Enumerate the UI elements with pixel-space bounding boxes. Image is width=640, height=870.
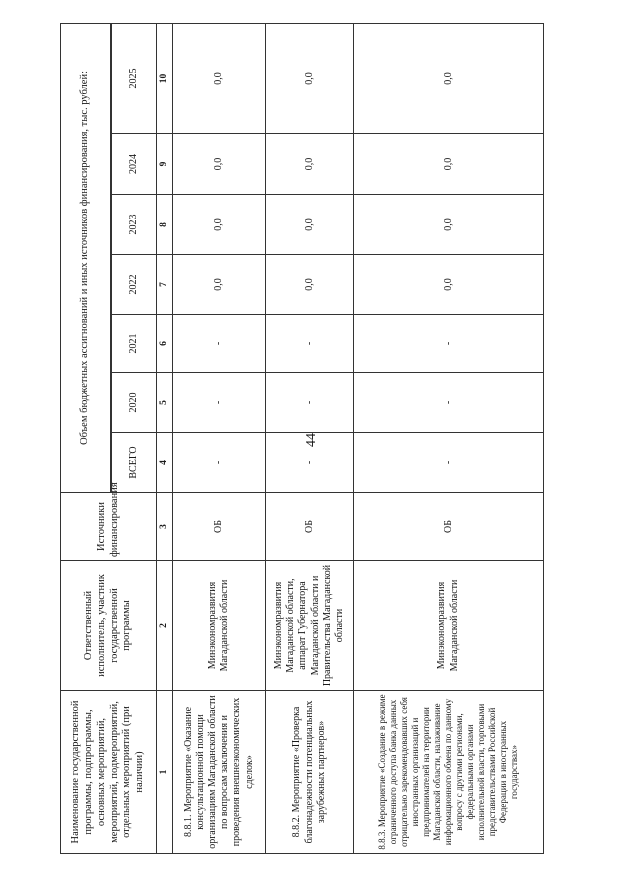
header-total: ВСЕГО — [111, 433, 156, 493]
row-source: ОБ — [173, 493, 266, 561]
header-executor: Ответственный исполнитель, участник государственной программы — [61, 561, 157, 691]
row-value-2023: 0,0 — [266, 195, 354, 255]
header-year-2023: 2023 — [111, 195, 156, 255]
column-number-row — [157, 23, 173, 853]
budget-table — [60, 23, 544, 854]
column-number: 8 — [157, 195, 173, 255]
header-source: Источники финансирования — [61, 493, 157, 561]
header-name: Наименование государственной программы, подпрограммы, основных мероприятий, мероприятий, подмероприятий, отдельных мероприятий (при наличии) — [61, 691, 157, 854]
row-value-2021: - — [173, 315, 266, 373]
header-year-2024: 2024 — [111, 134, 156, 195]
row-value-2020: - — [266, 373, 354, 433]
column-number: 3 — [157, 493, 173, 561]
row-executor: Минэкономразвития Магаданской области, аппарат Губернатора Магаданской области и Правительства Магаданской области — [266, 561, 354, 691]
column-number: 4 — [157, 433, 173, 493]
row-value-2020: - — [173, 373, 266, 433]
budget-table-container — [60, 24, 544, 854]
row-source: ОБ — [266, 493, 354, 561]
row-value-2023: 0,0 — [354, 195, 544, 255]
header-year-2025: 2025 — [111, 23, 156, 133]
row-value-2021: - — [354, 315, 544, 373]
row-value-2022: 0,0 — [173, 255, 266, 315]
row-value-2025: 0,0 — [173, 23, 266, 133]
header-year-2022: 2022 — [111, 255, 156, 315]
column-number: 1 — [157, 691, 173, 854]
column-number: 9 — [157, 134, 173, 195]
column-number: 10 — [157, 23, 173, 133]
column-number: 6 — [157, 315, 173, 373]
header-year-2021: 2021 — [111, 315, 156, 373]
row-value-2022: 0,0 — [354, 255, 544, 315]
row-value-total: - — [354, 433, 544, 493]
row-executor: Минэкономразвития Магаданской области — [354, 561, 544, 691]
row-name: 8.8.3. Мероприятие «Создание в режиме ограниченного доступа банка данных отрицательно зарекомендовавших себя иностранных организаций и предпринимателей на территории Магаданской области, налаживание информационного обмена по данному вопросу с другими регионами, федеральными органами исполнительной власти, торговыми представительствами Российской Федерации в иностранных государствах» — [354, 691, 544, 854]
page-number-text: 44 — [304, 433, 319, 447]
row-value-2021: - — [266, 315, 354, 373]
header-year-2020: 2020 — [111, 373, 156, 433]
table-row — [354, 23, 544, 853]
row-value-2024: 0,0 — [354, 134, 544, 195]
header-volume: Объем бюджетных ассигнований и иных источников финансирования, тыс. рублей: — [61, 23, 111, 492]
row-value-2025: 0,0 — [266, 23, 354, 133]
row-value-2025: 0,0 — [354, 23, 544, 133]
row-value-2020: - — [354, 373, 544, 433]
row-value-2024: 0,0 — [266, 134, 354, 195]
row-value-2022: 0,0 — [266, 255, 354, 315]
table-row — [266, 23, 354, 853]
column-number: 5 — [157, 373, 173, 433]
row-value-2024: 0,0 — [173, 134, 266, 195]
row-executor: Минэкономразвития Магаданской области — [173, 561, 266, 691]
column-number: 2 — [157, 561, 173, 691]
header-row-1 — [61, 23, 111, 853]
row-value-2023: 0,0 — [173, 195, 266, 255]
row-value-total: - — [266, 433, 354, 493]
row-value-total: - — [173, 433, 266, 493]
table-row — [173, 23, 266, 853]
row-source: ОБ — [354, 493, 544, 561]
column-number: 7 — [157, 255, 173, 315]
row-name: 8.8.2. Мероприятие «Проверка благонадежности потенциальных зарубежных партнеров» — [266, 691, 354, 854]
row-name: 8.8.1. Мероприятие «Оказание консультационной помощи организациям Магаданской области по вопросам заключения и проведения внешнеэкономических сделок» — [173, 691, 266, 854]
